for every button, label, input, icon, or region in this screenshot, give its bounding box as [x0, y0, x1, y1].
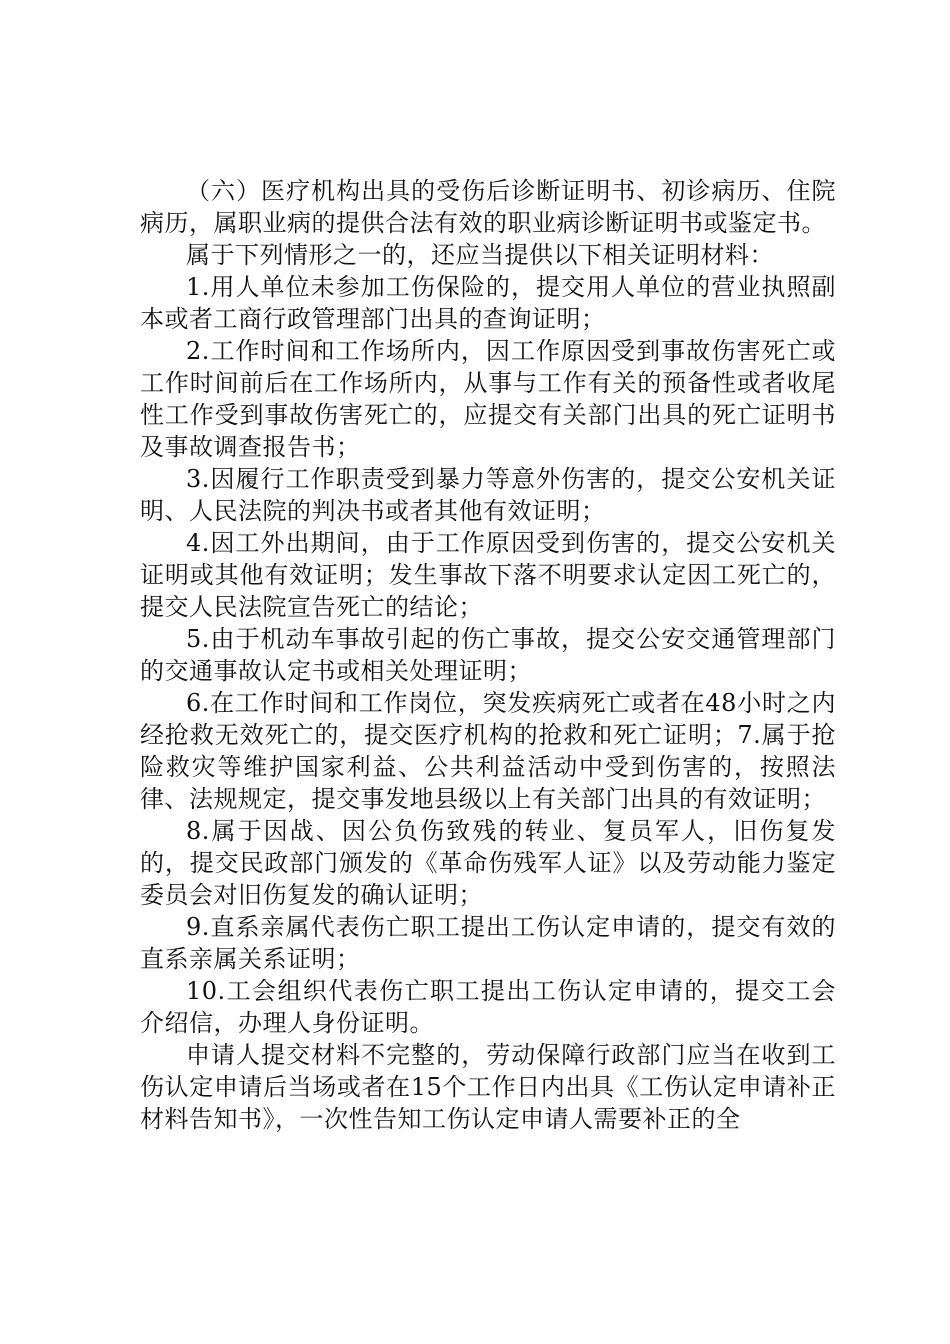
paragraph-case-3: 3.因履行工作职责受到暴力等意外伤害的，提交公安机关证明、人民法院的判决书或者其他有效证明；: [140, 465, 836, 525]
paragraph-case-2: 2.工作时间和工作场所内，因工作原因受到事故伤害死亡或工作时间前后在工作场所内，从事与工作有关的预备性或者收尾性工作受到事故伤害死亡的，应提交有关部门出具的死亡证明书及事故调查报告书；: [140, 337, 836, 461]
paragraph-item-6-medical-certificates: （六）医疗机构出具的受伤后诊断证明书、初诊病历、住院病历，属职业病的提供合法有效的职业病诊断证明书或鉴定书。: [140, 177, 836, 237]
paragraph-case-4: 4.因工外出期间，由于工作原因受到伤害的，提交公安机关证明或其他有效证明；发生事故下落不明要求认定因工死亡的，提交人民法院宣告死亡的结论；: [140, 529, 836, 621]
paragraph-case-6-7: 6.在工作时间和工作岗位，突发疾病死亡或者在48小时之内经抢救无效死亡的，提交医疗机构的抢救和死亡证明；7.属于抢险救灾等维护国家利益、公共利益活动中受到伤害的，按照法律、法规规定，提交事发地县级以上有关部门出具的有效证明；: [140, 689, 836, 813]
paragraph-case-5: 5.由于机动车事故引起的伤亡事故，提交公安交通管理部门的交通事故认定书或相关处理证明；: [140, 625, 836, 685]
paragraph-case-9: 9.直系亲属代表伤亡职工提出工伤认定申请的，提交有效的直系亲属关系证明；: [140, 913, 836, 973]
paragraph-case-8: 8.属于因战、因公负伤致残的转业、复员军人，旧伤复发的，提交民政部门颁发的《革命伤残军人证》以及劳动能力鉴定委员会对旧伤复发的确认证明；: [140, 817, 836, 909]
paragraph-case-10: 10.工会组织代表伤亡职工提出工伤认定申请的，提交工会介绍信，办理人身份证明。: [140, 977, 836, 1037]
document-body: [140, 175, 836, 1135]
paragraph-additional-materials-intro: 属于下列情形之一的，还应当提供以下相关证明材料：: [186, 241, 774, 269]
paragraph-case-1: 1.用人单位未参加工伤保险的，提交用人单位的营业执照副本或者工商行政管理部门出具的查询证明；: [140, 273, 836, 333]
paragraph-incomplete-materials: 申请人提交材料不完整的，劳动保障行政部门应当在收到工伤认定申请后当场或者在15个工作日内出具《工伤认定申请补正材料告知书》，一次性告知工伤认定申请人需要补正的全: [140, 1041, 836, 1133]
